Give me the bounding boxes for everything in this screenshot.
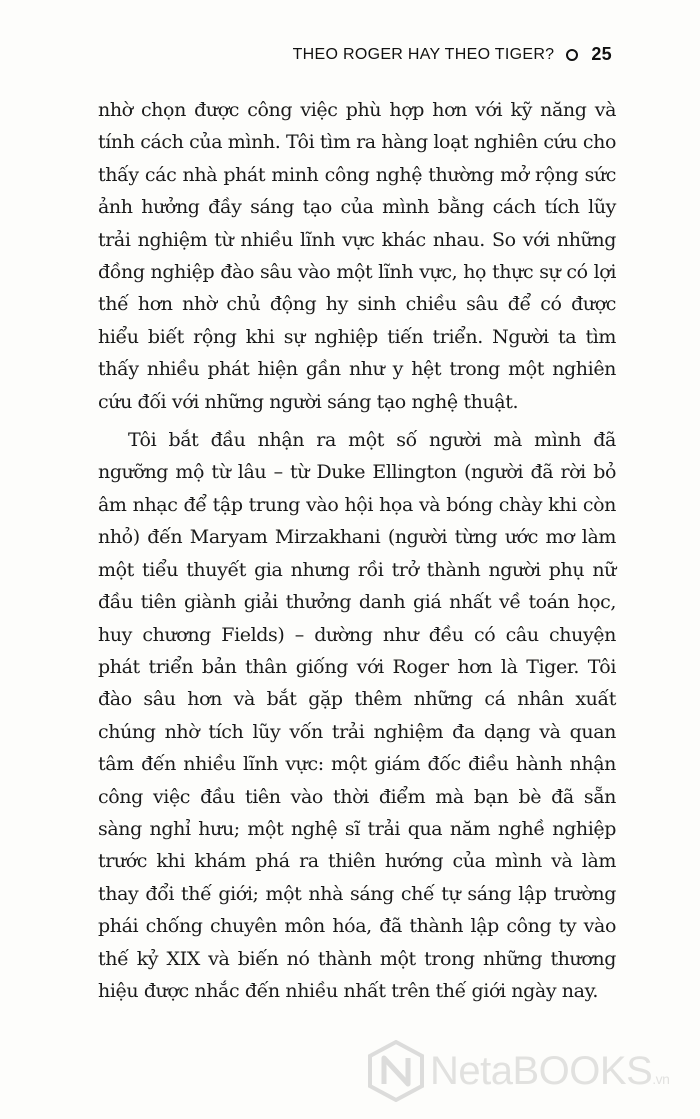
paragraph-1: nhờ chọn được công việc phù hợp hơn với kỹ năng và tính cách của mình. Tôi tìm ra hàng loạt nghiên cứu cho thấy các nhà phát minh công nghệ thường mở rộng sức ảnh hưởng đầy sáng tạo của mình bằng cách tích lũy trải nghiệm từ nhiều lĩnh vực khác nhau. So với những đồng nghiệp đào sâu vào một lĩnh vực, họ thực sự có lợi thế hơn nhờ chủ động hy sinh chiều sâu để có được hiểu biết rộng khi sự nghiệp tiến triển. Người ta tìm thấy nhiều phát hiện gần như y hệt trong một nghiên cứu đối với những người sáng tạo nghệ thuật. (98, 99, 616, 413)
watermark-brand: NetaBOOKS (430, 1048, 653, 1093)
watermark-text (430, 1049, 669, 1094)
paragraph-2: Tôi bắt đầu nhận ra một số người mà mình đã ngưỡng mộ từ lâu – từ Duke Ellington (người đã rời bỏ âm nhạc để tập trung vào hội họa và bóng chày khi còn nhỏ) đến Maryam Mirzakhani (người từng ước mơ làm một tiểu thuyết gia nhưng rồi trở thành người phụ nữ đầu tiên giành giải thưởng danh giá nhất về toán học, huy chương Fields) – dường như đều có câu chuyện phát triển bản thân giống với Roger hơn là Tiger. Tôi đào sâu hơn và bắt gặp thêm những cá nhân xuất chúng nhờ tích lũy vốn trải nghiệm đa dạng và quan tâm đến nhiều lĩnh vực: một giám đốc điều hành nhận công việc đầu tiên vào thời điểm mà bạn bè đã sẵn sàng nghỉ hưu; một nghệ sĩ trải qua năm nghề nghiệp trước khi khám phá ra thiên hướng của mình và làm thay đổi thế giới; một nhà sáng chế tự sáng lập trường phái chống chuyên môn hóa, đã thành lập công ty vào thế kỷ XIX và biến nó thành một trong những thương hiệu được nhắc đến nhiều nhất trên thế giới ngày nay. (98, 429, 616, 1002)
neta-logo-icon (368, 1040, 424, 1102)
circle-ornament-icon (566, 49, 578, 61)
watermark-suffix: .vn (652, 1070, 670, 1087)
watermark (368, 1040, 669, 1102)
body-text (98, 94, 616, 1007)
page-number: 25 (591, 44, 612, 64)
running-header (293, 44, 612, 65)
chapter-title: THEO ROGER HAY THEO TIGER? (292, 45, 555, 63)
